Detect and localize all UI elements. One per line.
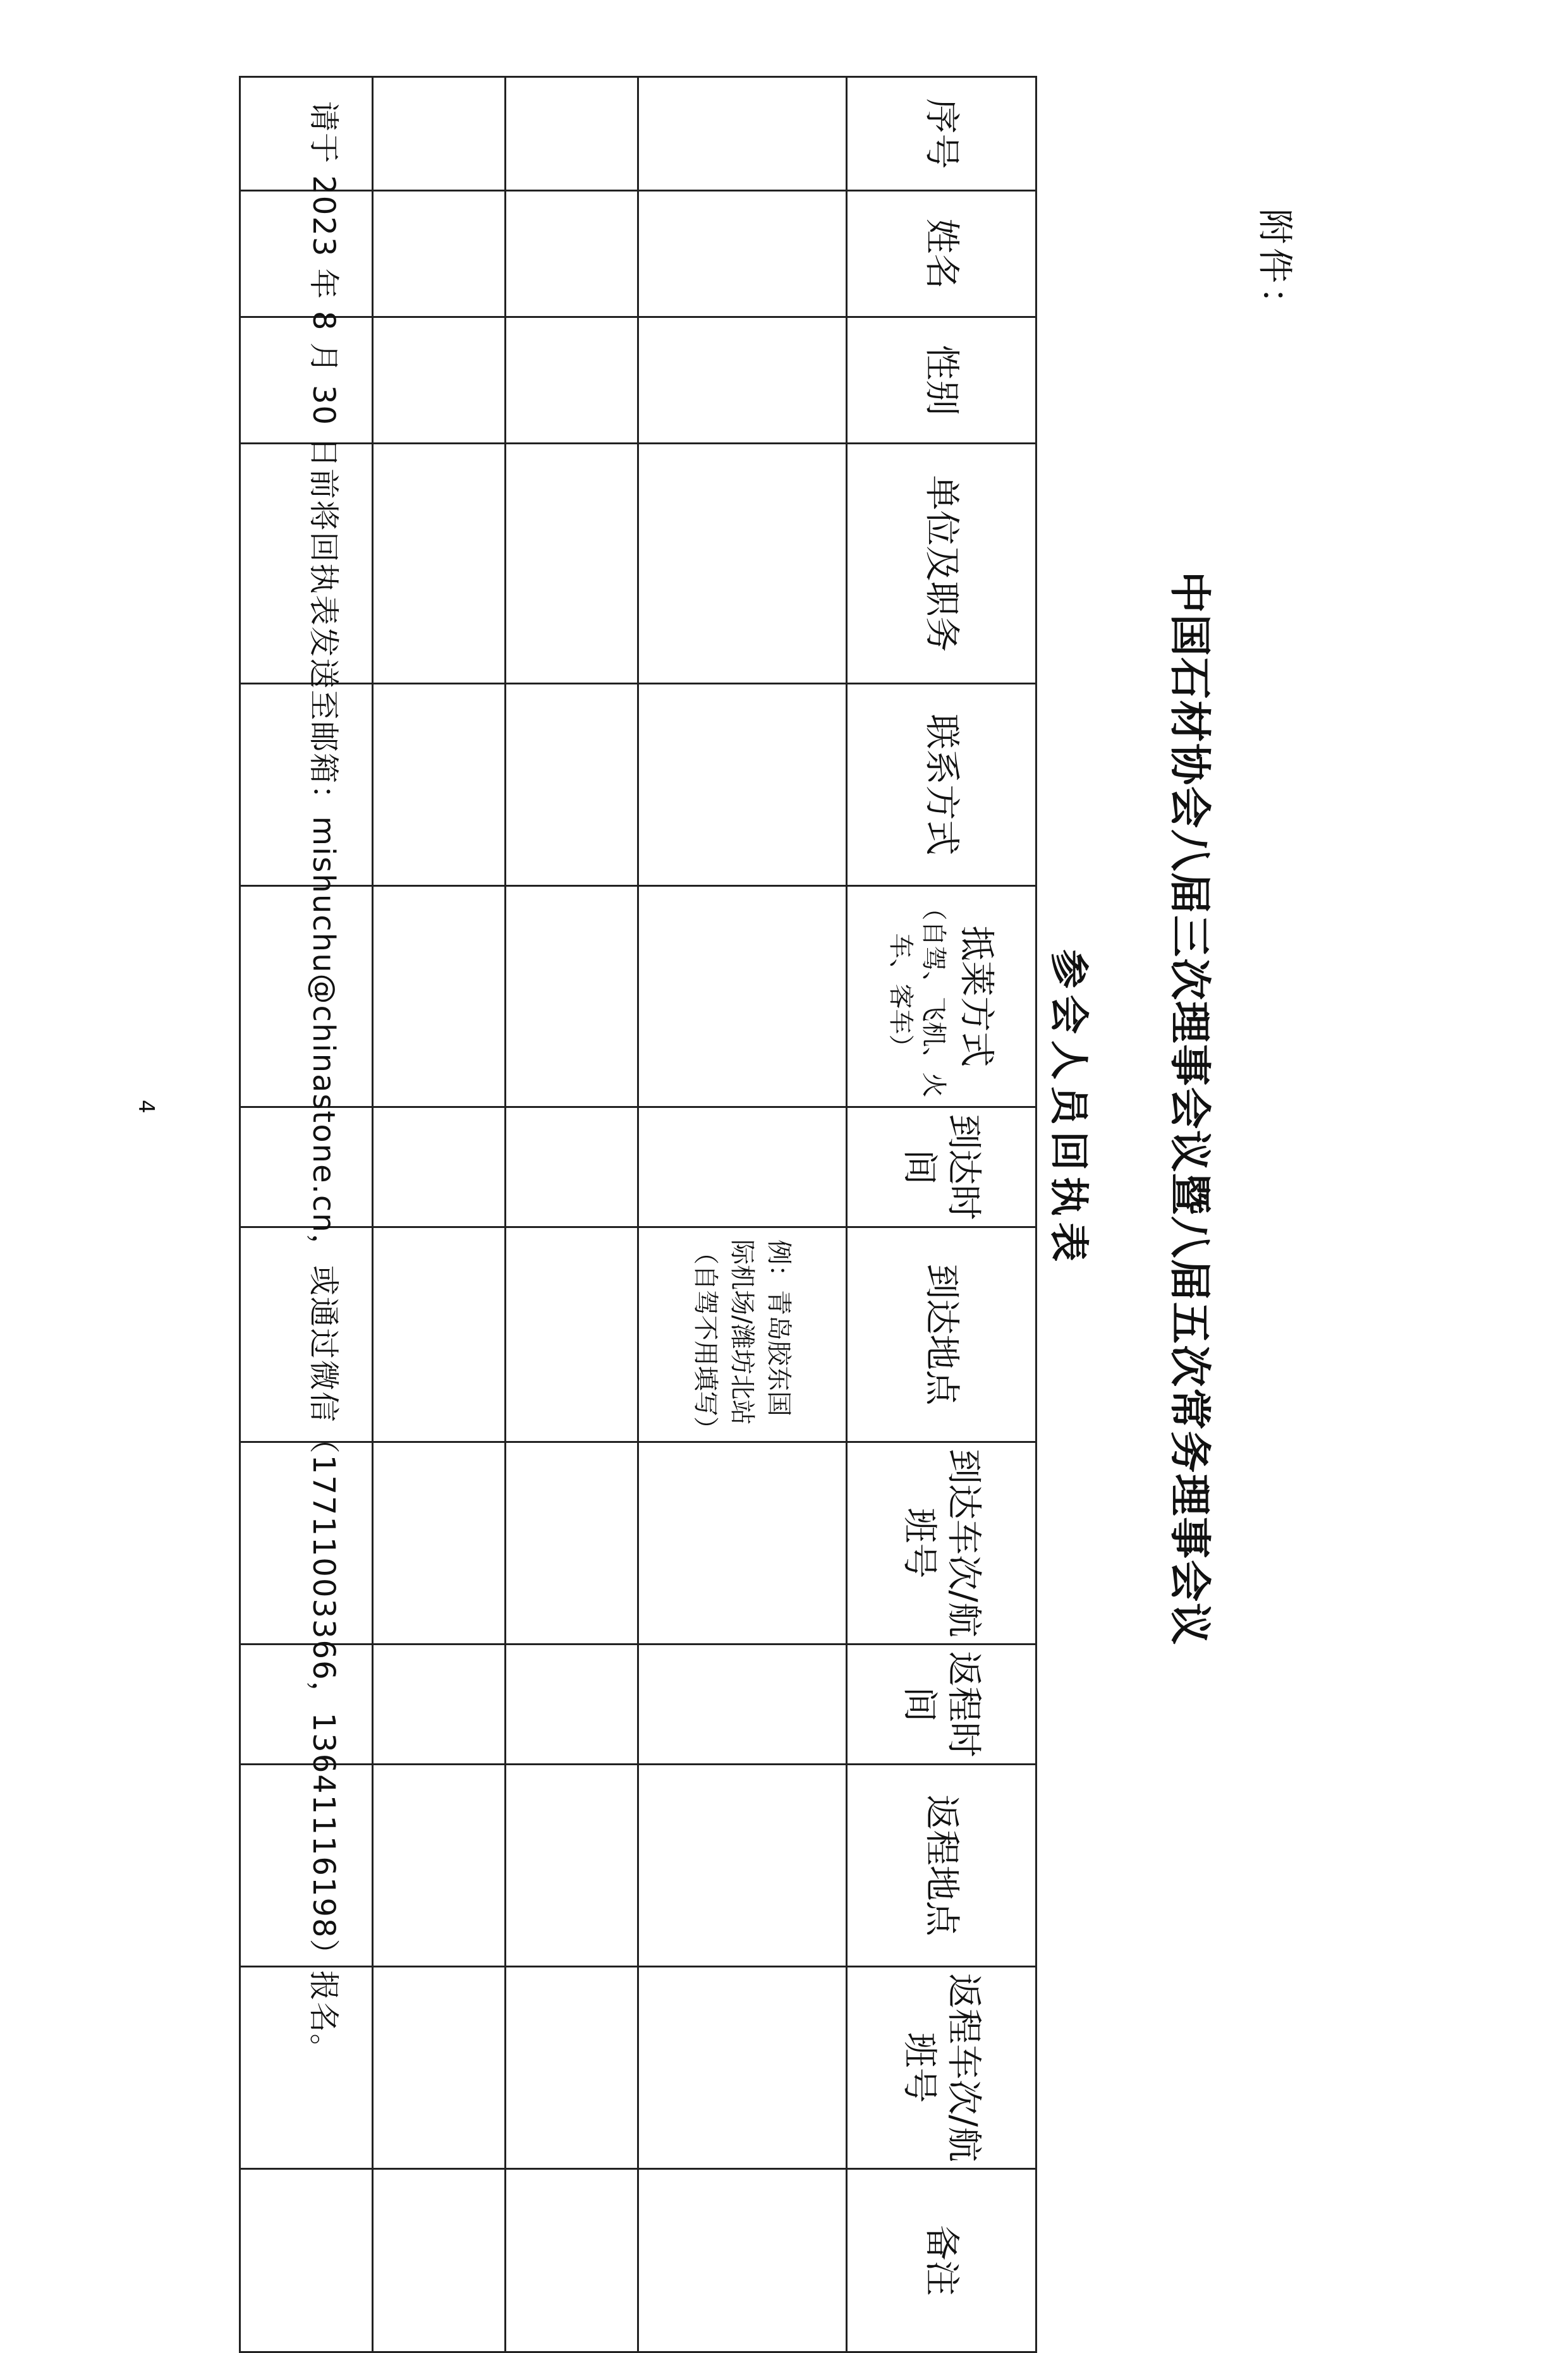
table-cell[interactable] [506, 1765, 638, 1967]
table-cell[interactable] [638, 1765, 847, 1967]
header-cell-gender: 性别 [847, 317, 1036, 444]
table-cell[interactable] [506, 1227, 638, 1442]
header-cell-return-train-flight: 返程车次/航班号 [847, 1967, 1036, 2169]
table-cell[interactable] [506, 684, 638, 886]
header-cell-arrival-place: 到达地点 [847, 1227, 1036, 1442]
table-cell[interactable] [506, 1967, 638, 2169]
document-subtitle: 参会人员回执表 [1046, 949, 1092, 1268]
table-header-row [847, 77, 1036, 2352]
table-cell[interactable] [373, 444, 506, 684]
document-title: 中国石材协会八届三次理事会议暨八届五次常务理事会议 [1165, 571, 1214, 1646]
table-cell[interactable] [638, 1645, 847, 1765]
table-row [506, 77, 638, 2352]
header-cell-arrival-time: 到达时间 [847, 1107, 1036, 1227]
table-cell[interactable] [638, 317, 847, 444]
header-cell-return-time: 返程时间 [847, 1645, 1036, 1765]
table-cell[interactable] [373, 2169, 506, 2352]
table-cell[interactable] [638, 684, 847, 886]
table-cell[interactable] [638, 77, 847, 191]
arrival-place-example: 例：青岛胶东国际机场/潍坊北站（自驾不用填写） [638, 1227, 847, 1442]
header-cell-remarks: 备注 [847, 2169, 1036, 2352]
header-cell-name: 姓名 [847, 191, 1036, 317]
table-cell[interactable] [506, 1107, 638, 1227]
table-cell[interactable] [373, 684, 506, 886]
table-cell[interactable] [373, 191, 506, 317]
header-cell-org-title: 单位及职务 [847, 444, 1036, 684]
travel-mode-label: 抵莱方式 [956, 925, 997, 1067]
header-cell-travel-mode [847, 886, 1036, 1107]
table-cell[interactable] [638, 191, 847, 317]
attachment-label: 附件： [1254, 209, 1295, 326]
header-cell-contact: 联系方式 [847, 684, 1036, 886]
table-cell[interactable] [373, 1967, 506, 2169]
table-cell[interactable] [506, 1645, 638, 1765]
travel-mode-note: （自驾、飞机、火车、客车） [886, 895, 949, 1098]
table-cell[interactable] [638, 886, 847, 1107]
table-cell[interactable] [506, 444, 638, 684]
table-cell[interactable] [373, 1442, 506, 1645]
table-cell[interactable] [373, 1227, 506, 1442]
table-cell[interactable] [506, 2169, 638, 2352]
header-cell-index: 序号 [847, 77, 1036, 191]
table-cell[interactable] [638, 2169, 847, 2352]
table-cell[interactable] [373, 1765, 506, 1967]
table-cell[interactable] [506, 1442, 638, 1645]
table-cell[interactable] [638, 1442, 847, 1645]
header-cell-arrival-train-flight: 到达车次/航班号 [847, 1442, 1036, 1645]
table-cell[interactable] [506, 191, 638, 317]
table-cell[interactable] [638, 1107, 847, 1227]
header-cell-return-place: 返程地点 [847, 1765, 1036, 1967]
table-cell[interactable] [373, 886, 506, 1107]
table-cell[interactable] [638, 1967, 847, 2169]
table-cell[interactable] [506, 886, 638, 1107]
table-cell[interactable] [638, 444, 847, 684]
table-cell[interactable] [373, 1645, 506, 1765]
page-number: 4 [133, 1100, 159, 1114]
table-cell[interactable] [240, 2169, 373, 2352]
submission-instructions: 请于 2023 年 8 月 30 日前将回执表发送至邮箱：mishuchu@chinastone.cn，或通过微信（17711003366，13641116198）报名。 [306, 101, 341, 2065]
table-cell[interactable] [373, 317, 506, 444]
table-cell[interactable] [506, 317, 638, 444]
table-cell[interactable] [373, 1107, 506, 1227]
reply-form-table [239, 76, 1037, 2353]
table-cell[interactable] [506, 77, 638, 191]
table-row [373, 77, 506, 2352]
table-cell[interactable] [373, 77, 506, 191]
table-row [638, 77, 847, 2352]
